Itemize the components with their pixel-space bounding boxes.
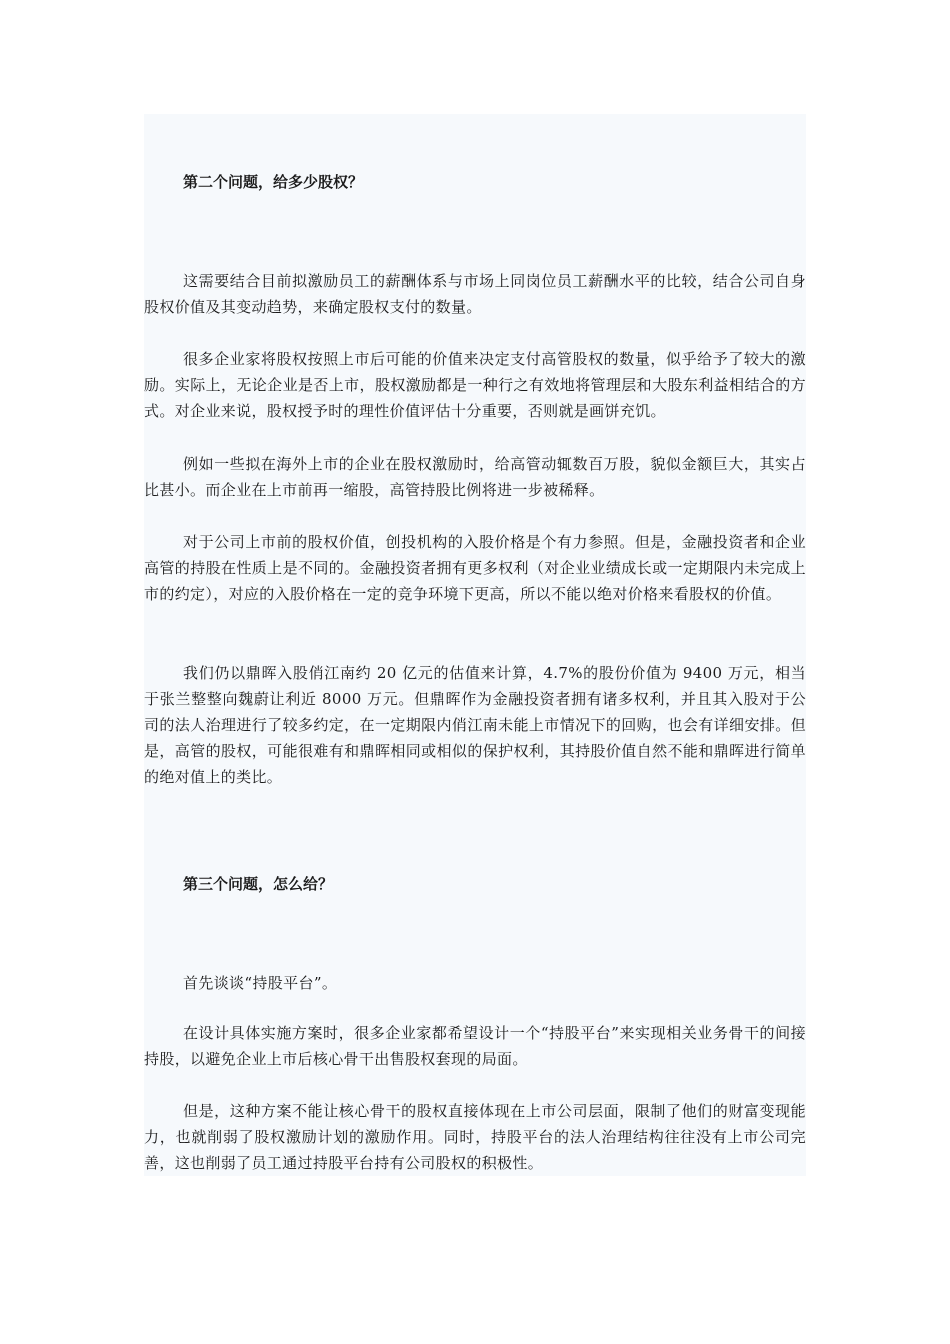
- paragraph: 但是，这种方案不能让核心骨干的股权直接体现在上市公司层面，限制了他们的财富变现能力，也就削弱了股权激励计划的激励作用。同时，持股平台的法人治理结构往往没有上市公司完善，这也削弱了员工通过持股平台持有公司股权的积极性。: [144, 1102, 806, 1172]
- paragraph: 我们仍以鼎晖入股俏江南约 20 亿元的估值来计算，4.7%的股份价值为 9400 万元，相当于张兰整整向魏蔚让利近 8000 万元。但鼎晖作为金融投资者拥有诸多权利，并且其入股对于公司的法人治理进行了较多约定，在一定期限内俏江南未能上市情况下的回购，也会有详细安排。但是，高管的股权，可能很难有和鼎晖相同或相似的保护权利，其持股价值自然不能和鼎晖进行简单的绝对值上的类比。: [144, 664, 806, 786]
- section-heading-3: 第三个问题，怎么给？: [183, 875, 334, 893]
- paragraph: 这需要结合目前拟激励员工的薪酬体系与市场上同岗位员工薪酬水平的比较，结合公司自身股权价值及其变动趋势，来确定股权支付的数量。: [144, 272, 806, 316]
- paragraph: 对于公司上市前的股权价值，创投机构的入股价格是个有力参照。但是，金融投资者和企业高管的持股在性质上是不同的。金融投资者拥有更多权利（对企业业绩成长或一定期限内未完成上市的约定），对应的入股价格在一定的竞争环境下更高，所以不能以绝对价格来看股权的价值。: [144, 533, 806, 603]
- paragraph: 首先谈谈“持股平台”。: [183, 974, 338, 992]
- paragraph: 在设计具体实施方案时，很多企业家都希望设计一个“持股平台”来实现相关业务骨干的间接持股，以避免企业上市后核心骨干出售股权套现的局面。: [144, 1024, 806, 1068]
- paragraph: 很多企业家将股权按照上市后可能的价值来决定支付高管股权的数量，似乎给予了较大的激励。实际上，无论企业是否上市，股权激励都是一种行之有效地将管理层和大股东利益相结合的方式。对企业来说，股权授予时的理性价值评估十分重要，否则就是画饼充饥。: [144, 350, 806, 420]
- paragraph: 例如一些拟在海外上市的企业在股权激励时，给高管动辄数百万股，貌似金额巨大，其实占比甚小。而企业在上市前再一缩股，高管持股比例将进一步被稀释。: [144, 455, 806, 499]
- section-heading-2: 第二个问题，给多少股权？: [183, 173, 364, 191]
